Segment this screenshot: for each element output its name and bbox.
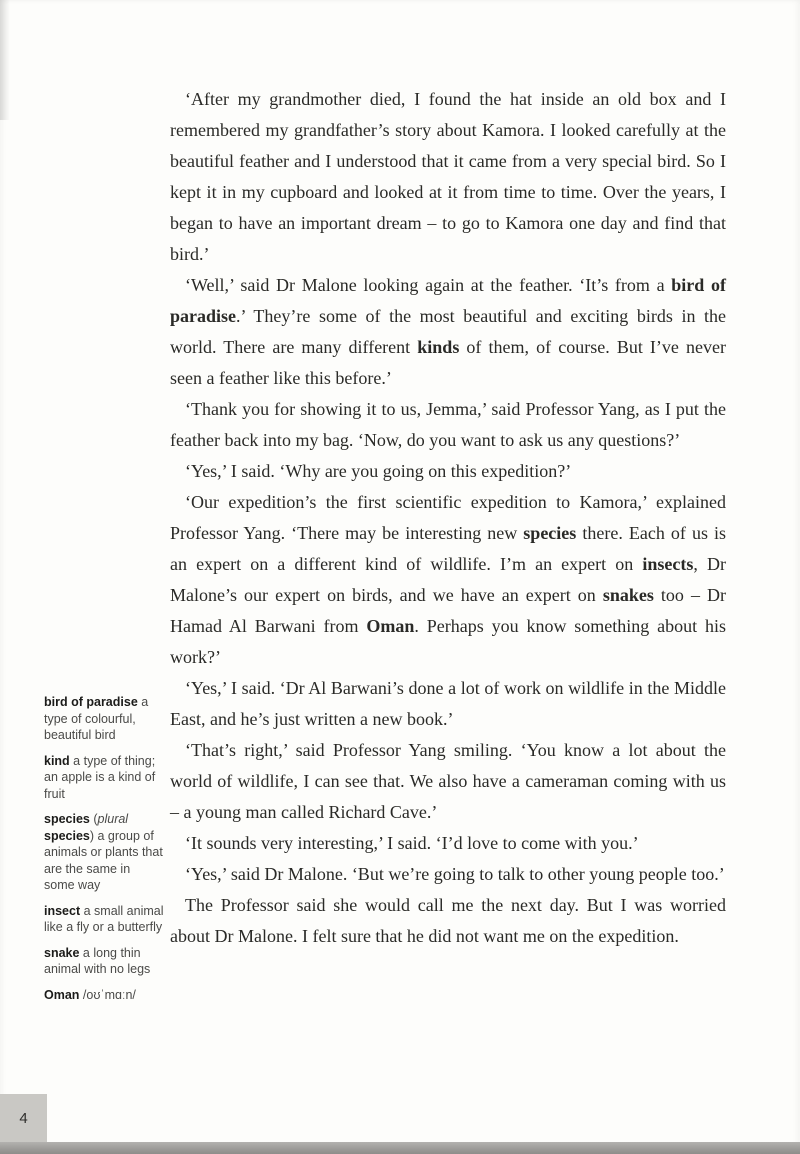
page-bottom-edge bbox=[0, 1142, 800, 1154]
glossary-entry bbox=[44, 903, 164, 936]
text-segment: insects bbox=[642, 554, 694, 574]
story-paragraph bbox=[170, 456, 726, 487]
story-paragraph bbox=[170, 673, 726, 735]
text-segment: species bbox=[44, 828, 90, 843]
text-segment: ‘Yes,’ I said. ‘Dr Al Barwani’s done a lot of work on wildlife in the Middle East, and he’s just written a new book.’ bbox=[170, 678, 726, 729]
text-segment: a type of thing; an apple is a kind of fruit bbox=[44, 753, 156, 801]
text-segment: /oʊˈmɑːn/ bbox=[79, 987, 136, 1002]
text-segment: there. Each of us is an expert on a different kind of wildlife. I’m an expert on bbox=[170, 523, 727, 574]
text-segment: ‘Yes,’ said Dr Malone. ‘But we’re going to talk to other young people too.’ bbox=[185, 864, 725, 884]
text-segment: kinds bbox=[417, 337, 460, 357]
text-segment: ‘That’s right,’ said Professor Yang smiling. ‘You know a lot about the world of wildlife, I can see that. We also have a cameraman coming with us – a young man called Richard Cave.’ bbox=[170, 740, 726, 822]
text-segment: of them, of course. But I’ve never seen a feather like this before.’ bbox=[170, 337, 726, 388]
text-segment: ‘Thank you for showing it to us, Jemma,’ said Professor Yang, as I put the feather back into my bag. ‘Now, do you want to ask us any questions?’ bbox=[170, 399, 726, 450]
text-segment: a small animal like a fly or a butterfly bbox=[44, 903, 164, 934]
page-edge-shade bbox=[0, 0, 10, 120]
story-paragraph bbox=[170, 859, 726, 890]
text-segment: plural bbox=[97, 812, 129, 826]
glossary-term: bird of paradise bbox=[44, 695, 138, 709]
story-paragraph bbox=[170, 270, 726, 394]
glossary-sidebar bbox=[44, 694, 164, 1012]
text-segment: ) a group of animals or plants that are the same in some way bbox=[44, 828, 163, 892]
text-segment: ‘Yes,’ I said. ‘Why are you going on this expedition?’ bbox=[185, 461, 572, 481]
text-segment: too – Dr Hamad Al Barwani from bbox=[170, 585, 726, 636]
text-segment: bird of paradise bbox=[170, 275, 726, 326]
text-segment: .’ They’re some of the most beautiful and exciting birds in the world. There are many different bbox=[170, 306, 726, 357]
text-segment: ‘It sounds very interesting,’ I said. ‘I’d love to come with you.’ bbox=[185, 833, 639, 853]
text-segment: ( bbox=[89, 812, 98, 826]
story-paragraph bbox=[170, 890, 726, 952]
glossary-entry bbox=[44, 694, 164, 744]
glossary-entry bbox=[44, 811, 164, 894]
text-segment: ‘Our expedition’s the first scientific expedition to Kamora,’ explained Professor Yang. ‘There may be interesting new bbox=[170, 492, 726, 543]
story-paragraph bbox=[170, 84, 726, 270]
glossary-term: snake bbox=[44, 945, 80, 960]
story-paragraph bbox=[170, 735, 726, 828]
story-paragraph bbox=[170, 487, 726, 673]
glossary-entry bbox=[44, 753, 164, 803]
text-segment: snakes bbox=[602, 585, 654, 605]
text-segment: , Dr Malone’s our expert on birds, and we have an expert on bbox=[170, 554, 726, 605]
text-segment: a long thin animal with no legs bbox=[44, 945, 151, 976]
story-paragraph bbox=[170, 394, 726, 456]
glossary-term: kind bbox=[44, 753, 70, 768]
text-segment: ‘After my grandmother died, I found the hat inside an old box and I remembered my grandfather’s story about Kamora. I looked carefully at the beautiful feather and I understood that it came from a very special bird. So I kept it in my cupboard and looked at it from time to time. Over the years, I began to have an important dream – to go to Kamora one day and find that bird.’ bbox=[170, 89, 726, 264]
text-segment: The Professor said she would call me the next day. But I was worried about Dr Malone. I felt sure that he did not want me on the expedition. bbox=[170, 895, 726, 946]
text-segment: . Perhaps you know something about his work?’ bbox=[170, 616, 726, 667]
text-segment: a type of colourful, beautiful bird bbox=[44, 695, 149, 742]
story-paragraph bbox=[170, 828, 726, 859]
text-segment: ‘Well,’ said Dr Malone looking again at the feather. ‘It’s from a bbox=[185, 275, 672, 295]
story-column bbox=[170, 84, 726, 952]
text-segment: Oman bbox=[366, 616, 415, 636]
glossary-entry bbox=[44, 987, 164, 1004]
glossary-term: species bbox=[44, 812, 90, 826]
glossary-entry bbox=[44, 945, 164, 978]
text-segment: species bbox=[523, 523, 577, 543]
page-number-tab bbox=[0, 1094, 47, 1142]
glossary-term: Oman bbox=[44, 987, 80, 1002]
page-number: 4 bbox=[19, 1109, 28, 1127]
glossary-term: insect bbox=[44, 903, 81, 918]
